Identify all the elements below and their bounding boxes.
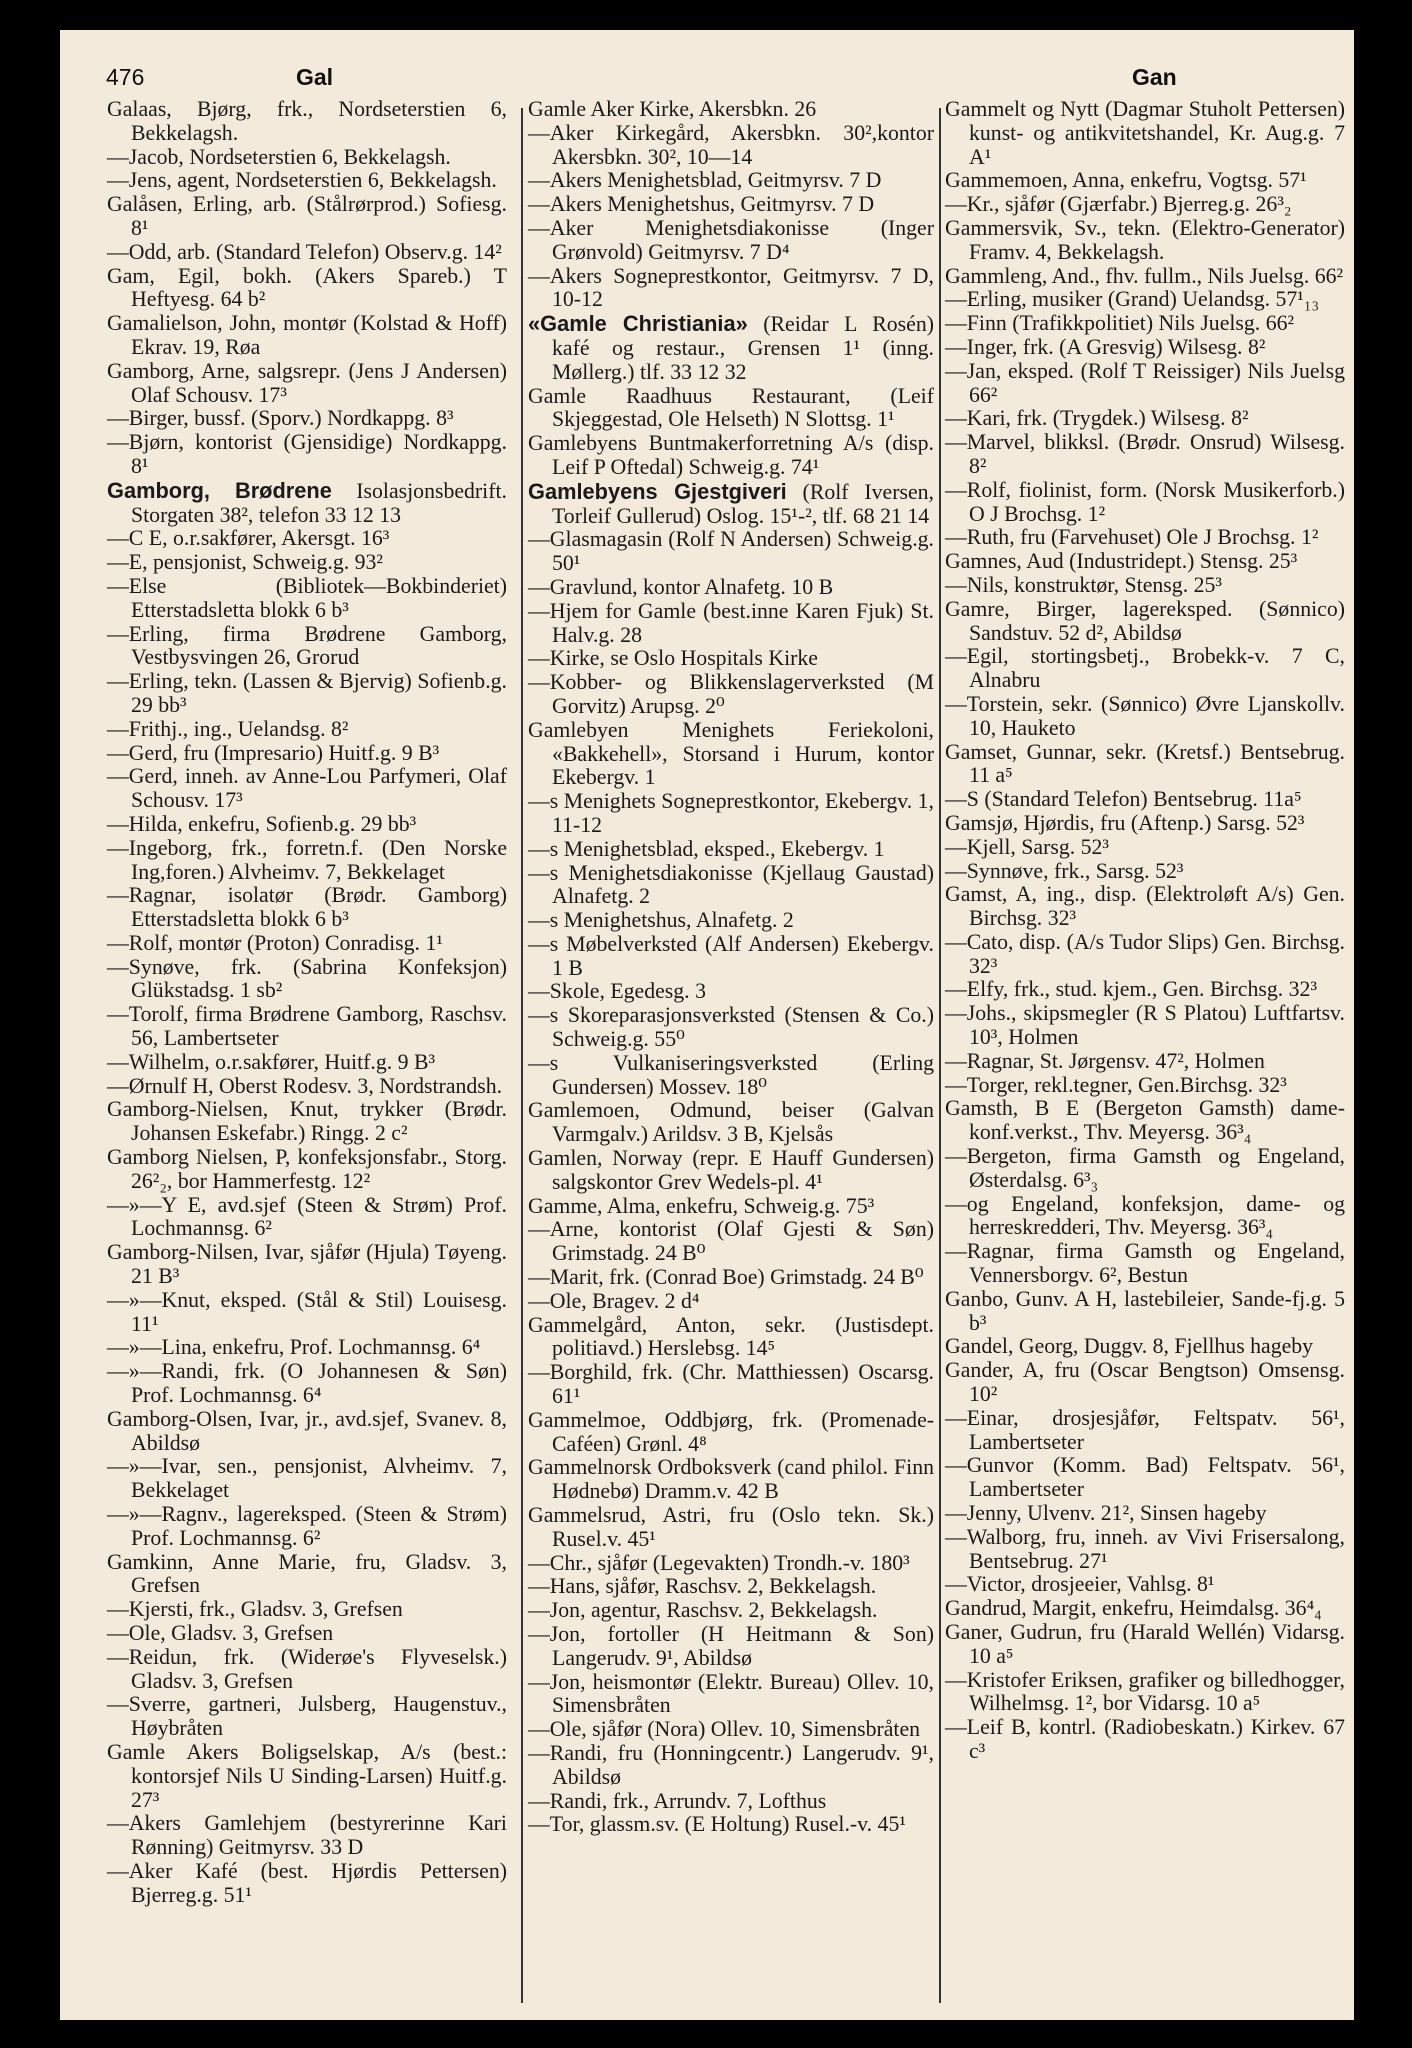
- directory-entry: [528, 1266, 934, 1290]
- directory-entry: [528, 528, 934, 576]
- entry-text: Ganer, Gudrun, fru (Harald Wellén) Vidarsg. 10 a⁵: [945, 1620, 1345, 1668]
- entry-text: —s Skoreparasjonsverksted (Stensen & Co.) Schweig.g. 55⁰: [528, 1003, 934, 1052]
- entry-text: —Kobber- og Blikkenslagerverksted (M Gorvitz) Arupsg. 2⁰: [528, 670, 934, 718]
- entry-text: —Gunvor (Komm. Bad) Feltspatv. 56¹, Lambertseter: [945, 1453, 1345, 1502]
- entry-text: —S (Standard Telefon) Bentsebrug. 11a⁵: [945, 787, 1302, 812]
- directory-entry: [107, 765, 507, 813]
- entry-text: —Jenny, Ulvenv. 21², Sinsen hageby: [945, 1501, 1267, 1526]
- directory-entry: [107, 1860, 507, 1908]
- directory-entry: [945, 1716, 1345, 1764]
- directory-entry: [945, 1074, 1345, 1098]
- directory-entry: [528, 193, 934, 217]
- entry-text: —Kristofer Eriksen, grafiker og billedhogger, Wilhelmsg. 1², bor Vidarsg. 10 a⁵: [945, 1667, 1345, 1716]
- directory-entry: [107, 146, 507, 170]
- page-header: [60, 30, 1354, 98]
- directory-entry: [107, 265, 507, 313]
- entry-text: —Aker Menighetsdiakonisse (Inger Grønvold) Geitmyrsv. 7 D⁴: [528, 215, 934, 264]
- entry-text: —Nils, konstruktør, Stensg. 25³: [945, 572, 1222, 597]
- entry-bold-name: Gamlebyens Gjestgiveri: [528, 478, 787, 504]
- entry-text: Gamre, Birger, lagereksped. (Sønnico) Sandstuv. 52 d², Abildsø: [945, 596, 1345, 645]
- directory-entry: [107, 1622, 507, 1646]
- directory-column-3: [945, 98, 1345, 1764]
- entry-text: —Cato, disp. (A/s Tudor Slips) Gen. Birchsg. 32³: [945, 929, 1345, 978]
- directory-entry: [528, 647, 934, 671]
- directory-entry: [528, 909, 934, 933]
- entry-text: —Jens, agent, Nordseterstien 6, Bekkelagsh.: [107, 168, 497, 193]
- directory-entry: [107, 551, 507, 575]
- entry-text: —s Menighets Sogneprestkontor, Ekebergv. 1, 11-12: [528, 789, 934, 837]
- entry-text: —Bjørn, kontorist (Gjensidige) Nordkappg. 8¹: [107, 430, 507, 478]
- directory-entry: [528, 265, 934, 313]
- entry-text: —»—Knut, eksped. (Stål & Stil) Louisesg. 11¹: [107, 1287, 507, 1336]
- directory-entry: [945, 1454, 1345, 1502]
- entry-text: —Torolf, firma Brødrene Gamborg, Raschsv. 56, Lambertseter: [107, 1002, 507, 1051]
- directory-entry: [945, 693, 1345, 741]
- entry-text: —Rolf, fiolinist, form. (Norsk Musikerforb.) O J Brochsg. 1²: [945, 477, 1345, 526]
- directory-entry: [107, 623, 507, 671]
- directory-entry: [945, 217, 1345, 265]
- column-divider: [939, 108, 941, 2003]
- column-divider: [521, 108, 523, 2003]
- directory-entry: [528, 1575, 934, 1599]
- directory-entry: [528, 980, 934, 1004]
- entry-text: Gamme, Alma, enkefru, Schweig.g. 75³: [528, 1193, 875, 1218]
- directory-entry: [528, 169, 934, 193]
- entry-text: Gamsjø, Hjørdis, fru (Aftenp.) Sarsg. 52³: [945, 810, 1305, 835]
- entry-text: —Ragnar, firma Gamsth og Engeland, Vennersborgv. 6², Bestun: [945, 1239, 1345, 1288]
- entry-text: —Akers Menighetsblad, Geitmyrsv. 7 D: [528, 168, 882, 193]
- entry-text: Galaas, Bjørg, frk., Nordseterstien 6, Bekkelagsh.: [107, 97, 507, 145]
- directory-entry: [528, 1742, 934, 1790]
- directory-entry: [107, 1098, 507, 1146]
- entry-text: —Leif B, kontrl. (Radiobeskatn.) Kirkev. 67 c³: [945, 1715, 1345, 1763]
- entry-text: Gamborg-Olsen, Ivar, jr., avd.sjef, Svanev. 8, Abildsø: [107, 1406, 507, 1455]
- entry-text: —Else (Bibliotek—Bokbinderiet) Etterstadsletta blokk 6 b³: [107, 573, 507, 622]
- directory-entry: [107, 742, 507, 766]
- directory-entry: [945, 1669, 1345, 1717]
- entry-text: —Wilhelm, o.r.sakfører, Huitf.g. 9 B³: [107, 1049, 436, 1074]
- entry-text: Gammelsrud, Astri, fru (Oslo tekn. Sk.) Rusel.v. 45¹: [528, 1503, 934, 1551]
- entry-text: —E, pensjonist, Schweig.g. 93²: [107, 550, 383, 575]
- entry-text: Gandel, Georg, Duggv. 8, Fjellhus hageby: [945, 1334, 1314, 1359]
- entry-text: —Kjersti, frk., Gladsv. 3, Grefsen: [107, 1597, 403, 1622]
- entry-text: —Ørnulf H, Oberst Rodesv. 3, Nordstrandsh.: [107, 1073, 503, 1098]
- directory-entry: [528, 1599, 934, 1623]
- directory-entry: [107, 527, 507, 551]
- directory-entry: [528, 480, 934, 529]
- directory-entry: [945, 431, 1345, 479]
- directory-entry: [945, 978, 1345, 1002]
- directory-entry: [528, 1099, 934, 1147]
- directory-entry: [107, 1289, 507, 1337]
- entry-text: —s Menighetshus, Alnafetg. 2: [528, 908, 794, 933]
- entry-bold-name: «Gamle Christiania»: [528, 311, 748, 337]
- directory-entry: [945, 598, 1345, 646]
- entry-text: —Synøve, frk. (Sabrina Konfeksjon) Glükstadsg. 1 sb²: [107, 954, 507, 1003]
- directory-entry: [107, 575, 507, 623]
- directory-entry: [107, 884, 507, 932]
- directory-entry: [528, 1552, 934, 1576]
- entry-text: —s Vulkaniseringsverksted (Erling Gundersen) Mossev. 18⁰: [528, 1050, 934, 1099]
- entry-text: —»—Y E, avd.sjef (Steen & Strøm) Prof. Lochmannsg. 6²: [107, 1192, 507, 1241]
- entry-text: Gamborg-Nielsen, Knut, trykker (Brødr. Johansen Eskefabr.) Ringg. 2 c²: [107, 1097, 507, 1146]
- entry-text: Gamkinn, Anne Marie, fru, Gladsv. 3, Grefsen: [107, 1549, 507, 1598]
- directory-entry: [945, 1573, 1345, 1597]
- directory-entry: [107, 670, 507, 718]
- directory-entry: [945, 1597, 1345, 1621]
- entry-text: —Johs., skipsmegler (R S Platou) Luftfartsv. 10³, Holmen: [945, 1001, 1345, 1050]
- directory-entry: [107, 837, 507, 885]
- directory-entry: [945, 360, 1345, 408]
- directory-entry: [107, 1194, 507, 1242]
- directory-entry: [945, 574, 1345, 598]
- directory-entry: [945, 336, 1345, 360]
- directory-entry: [528, 98, 934, 122]
- directory-entry: [528, 122, 934, 170]
- entry-text: —Victor, drosjeeier, Vahlsg. 8¹: [945, 1572, 1215, 1597]
- entry-text: —Odd, arb. (Standard Telefon) Observ.g. 14²: [107, 239, 502, 264]
- entry-text: —»—Ragnv., lagereksped. (Steen & Strøm) Prof. Lochmannsg. 6²: [107, 1502, 507, 1550]
- directory-entry: [945, 1621, 1345, 1669]
- entry-text: —Jan, eksped. (Rolf T Reissiger) Nils Juelsg 66²: [945, 358, 1345, 407]
- directory-entry: [107, 98, 507, 146]
- directory-entry: [528, 432, 934, 480]
- directory-entry: [528, 1195, 934, 1219]
- entry-text: —s Menighetsdiakonisse (Kjellaug Gaustad) Alnafetg. 2: [528, 860, 934, 909]
- entry-text: —Torstein, sekr. (Sønnico) Øvre Ljanskollv. 10, Hauketo: [945, 691, 1345, 740]
- entry-text: Gamlebyens Buntmakerforretning A/s (disp. Leif P Oftedal) Schweig.g. 74¹: [528, 431, 934, 479]
- entry-text: Gammemoen, Anna, enkefru, Vogtsg. 57¹: [945, 168, 1307, 193]
- entry-text: Gammelnorsk Ordboksverk (cand philol. Finn Hødnebø) Dramm.v. 42 B: [528, 1455, 934, 1504]
- directory-entry: [107, 1693, 507, 1741]
- directory-entry: [107, 1455, 507, 1503]
- directory-entry: [107, 1360, 507, 1408]
- entry-text: Gammersvik, Sv., tekn. (Elektro-Generator) Framv. 4, Bekkelagsh.: [945, 215, 1345, 264]
- entry-text: —»—Lina, enkefru, Prof. Lochmannsg. 6⁴: [107, 1335, 481, 1360]
- directory-entry: [945, 645, 1345, 693]
- directory-entry: [107, 1551, 507, 1599]
- directory-entry: [528, 862, 934, 910]
- entry-text: —Bergeton, firma Gamsth og Engeland, Østerdalsg. 6³₃: [945, 1144, 1345, 1192]
- directory-entry: [107, 1408, 507, 1456]
- entry-text: —C E, o.r.sakfører, Akersgt. 16³: [107, 526, 390, 551]
- entry-text: —»—Randi, frk. (O Johannesen & Søn) Prof. Lochmannsg. 6⁴: [107, 1359, 507, 1408]
- entry-text: —Kjell, Sarsg. 52³: [945, 834, 1109, 859]
- entry-text: Gamlen, Norway (repr. E Hauff Gundersen) salgskontor Grev Wedels-pl. 4¹: [528, 1146, 934, 1194]
- directory-entry: [528, 1623, 934, 1671]
- entry-text: —Borghild, frk. (Chr. Matthiessen) Oscarsg. 61¹: [528, 1360, 934, 1409]
- entry-text: —Arne, kontorist (Olaf Gjesti & Søn) Grimstadg. 24 B⁰: [528, 1217, 934, 1266]
- entry-text: Gamle Aker Kirke, Akersbkn. 26: [528, 97, 817, 121]
- directory-entry: [528, 600, 934, 648]
- entry-text: —Kr., sjåfør (Gjærfabr.) Bjerreg.g. 26³₂: [945, 192, 1292, 217]
- entry-text: —Skole, Egedesg. 3: [528, 979, 706, 1004]
- entry-text: —Akers Menighetshus, Geitmyrsv. 7 D: [528, 192, 875, 217]
- directory-entry: [107, 956, 507, 1004]
- directory-entry: [945, 1359, 1345, 1407]
- entry-text: —s Menighetsblad, eksped., Ekebergv. 1: [528, 836, 885, 861]
- directory-entry: [945, 788, 1345, 812]
- directory-entry: [528, 1504, 934, 1552]
- directory-entry: [945, 193, 1345, 217]
- directory-entry: [528, 1290, 934, 1314]
- entry-text: Gamborg, Arne, salgsrepr. (Jens J Andersen) Olaf Schousv. 17³: [107, 358, 507, 407]
- entry-text: —Torger, rekl.tegner, Gen.Birchsg. 32³: [945, 1072, 1287, 1097]
- directory-entry: [528, 217, 934, 265]
- directory-entry: [945, 1502, 1345, 1526]
- entry-text: —Elfy, frk., stud. kjem., Gen. Birchsg. 32³: [945, 977, 1317, 1002]
- entry-text: —Ole, Gladsv. 3, Grefsen: [107, 1621, 334, 1645]
- directory-entry: [528, 1409, 934, 1457]
- entry-text: (Reidar L Rosén) kafé og restaur., Grensen 1¹ (inng. Møllerg.) tlf. 33 12 32: [552, 312, 934, 384]
- directory-entry: [945, 1050, 1345, 1074]
- directory-entry: [107, 479, 507, 528]
- directory-entry: [945, 931, 1345, 979]
- entry-text: —Jon, agentur, Raschsv. 2, Bekkelagsh.: [528, 1598, 878, 1623]
- entry-text: —Reidun, frk. (Widerøe's Flyveselsk.) Gladsv. 3, Grefsen: [107, 1644, 507, 1693]
- entry-text: —Jon, heismontør (Elektr. Bureau) Ollev. 10, Simensbråten: [528, 1669, 934, 1718]
- entry-text: —Hjem for Gamle (best.inne Karen Fjuk) St. Halv.g. 28: [528, 598, 934, 647]
- directory-entry: [107, 1003, 507, 1051]
- directory-entry: [107, 360, 507, 408]
- directory-entry: [528, 1218, 934, 1266]
- entry-text: Gamlemoen, Odmund, beiser (Galvan Varmgalv.) Arildsv. 3 B, Kjelsås: [528, 1098, 934, 1147]
- directory-entry: [107, 1075, 507, 1099]
- entry-text: —Randi, frk., Arrundv. 7, Lofthus: [528, 1788, 827, 1813]
- entry-text: —Aker Kirkegård, Akersbkn. 30²,kontor Akersbkn. 30², 10—14: [528, 120, 934, 169]
- directory-entry: [528, 790, 934, 838]
- directory-entry: [945, 1002, 1345, 1050]
- directory-column-2: [528, 98, 934, 1837]
- entry-text: Gammelgård, Anton, sekr. (Justisdept. politiavd.) Herslebsg. 14⁵: [528, 1312, 934, 1361]
- directory-entry: [528, 1456, 934, 1504]
- entry-text: Gamnes, Aud (Industridept.) Stensg. 25³: [945, 549, 1298, 574]
- entry-text: —Synnøve, frk., Sarsg. 52³: [945, 858, 1184, 883]
- directory-entry: [528, 1718, 934, 1742]
- directory-entry: [945, 812, 1345, 836]
- directory-entry: [107, 1336, 507, 1360]
- entry-text: Gamborg Nielsen, P, konfeksjonsfabr., Storg. 26²₂, bor Hammerfestg. 12²: [107, 1145, 507, 1193]
- directory-entry: [945, 1145, 1345, 1193]
- directory-entry: [945, 479, 1345, 527]
- right-guide-word: Gan: [1132, 64, 1177, 90]
- directory-entry: [528, 671, 934, 719]
- directory-entry: [945, 1335, 1345, 1359]
- directory-entry: [945, 1240, 1345, 1288]
- entry-text: —Glasmagasin (Rolf N Andersen) Schweig.g. 50¹: [528, 527, 934, 576]
- entry-text: —Einar, drosjesjåfør, Feltspatv. 56¹, Lambertseter: [945, 1405, 1345, 1454]
- directory-entry: [528, 1004, 934, 1052]
- entry-text: —Frithj., ing., Uelandsg. 8²: [107, 716, 349, 741]
- directory-entry: [945, 526, 1345, 550]
- directory-entry: [528, 1052, 934, 1100]
- entry-text: —Chr., sjåfør (Legevakten) Trondh.-v. 180³: [528, 1550, 910, 1575]
- directory-entry: [528, 312, 934, 384]
- directory-entry: [945, 312, 1345, 336]
- entry-text: —Gravlund, kontor Alnafetg. 10 B: [528, 574, 834, 599]
- entry-text: —Marit, frk. (Conrad Boe) Grimstadg. 24 B⁰: [528, 1265, 924, 1290]
- directory-entry: [107, 312, 507, 360]
- directory-entry: [107, 1812, 507, 1860]
- entry-text: —Aker Kafé (best. Hjørdis Pettersen) Bjerreg.g. 51¹: [107, 1858, 507, 1907]
- directory-entry: [107, 1741, 507, 1812]
- directory-entry: [528, 719, 934, 790]
- entry-text: —Kirke, se Oslo Hospitals Kirke: [528, 646, 818, 671]
- entry-text: —Ole, sjåfør (Nora) Ollev. 10, Simensbråten: [528, 1717, 921, 1742]
- entry-text: —Akers Sogneprestkontor, Geitmyrsv. 7 D, 10-12: [528, 263, 934, 312]
- directory-entry: [528, 576, 934, 600]
- entry-text: —Rolf, montør (Proton) Conradisg. 1¹: [107, 930, 443, 955]
- entry-text: Gander, A, fru (Oscar Bengtson) Omsensg. 10²: [945, 1358, 1345, 1407]
- directory-entry: [107, 813, 507, 837]
- entry-text: —Ragnar, St. Jørgensv. 47², Holmen: [945, 1048, 1265, 1073]
- directory-entry: [945, 860, 1345, 884]
- entry-text: Gamborg-Nilsen, Ivar, sjåfør (Hjula) Tøyeng. 21 B³: [107, 1240, 507, 1289]
- directory-entry: [107, 1241, 507, 1289]
- entry-text: —Jacob, Nordseterstien 6, Bekkelagsh.: [107, 144, 451, 169]
- entry-text: —Finn (Trafikkpolitiet) Nils Juelsg. 66²: [945, 311, 1295, 336]
- entry-text: —Walborg, fru, inneh. av Vivi Frisersalong, Bentsebrug. 27¹: [945, 1524, 1345, 1573]
- directory-entry: [107, 1598, 507, 1622]
- directory-entry: [528, 1147, 934, 1195]
- directory-entry: [107, 1051, 507, 1075]
- entry-text: —Jon, fortoller (H Heitmann & Son) Langerudv. 9¹, Abildsø: [528, 1622, 934, 1670]
- directory-entry: [107, 1646, 507, 1694]
- entry-text: —Kari, frk. (Trygdek.) Wilsesg. 8²: [945, 406, 1249, 431]
- entry-text: —Erling, tekn. (Lassen & Bjervig) Sofienb.g. 29 bb³: [107, 669, 507, 717]
- entry-text: —Akers Gamlehjem (bestyrerinne Kari Rønning) Geitmyrsv. 33 D: [107, 1811, 507, 1860]
- directory-entry: [945, 265, 1345, 289]
- directory-entry: [528, 933, 934, 981]
- directory-entry: [945, 169, 1345, 193]
- entry-text: Gamst, A, ing., disp. (Elektroløft A/s) Gen. Birchsg. 32³: [945, 882, 1345, 931]
- entry-text: Gandrud, Margit, enkefru, Heimdalsg. 36⁴₄: [945, 1596, 1322, 1621]
- entry-text: —Randi, fru (Honningcentr.) Langerudv. 9¹, Abildsø: [528, 1740, 934, 1789]
- entry-text: —Inger, frk. (A Gresvig) Wilsesg. 8²: [945, 334, 1266, 359]
- directory-entry: [107, 718, 507, 742]
- directory-entry: [945, 98, 1345, 169]
- left-guide-word: Gal: [296, 64, 334, 90]
- entry-text: —Ruth, fru (Farvehuset) Ole J Brochsg. 1²: [945, 525, 1319, 550]
- entry-text: Gamlebyen Menighets Feriekoloni, «Bakkehell», Storsand i Hurum, kontor Ekebergv. 1: [528, 717, 934, 790]
- entry-text: —Hans, sjåfør, Raschsv. 2, Bekkelagsh.: [528, 1574, 877, 1599]
- directory-entry: [107, 932, 507, 956]
- entry-text: —Gerd, inneh. av Anne-Lou Parfymeri, Olaf Schousv. 17³: [107, 764, 507, 813]
- directory-entry: [528, 838, 934, 862]
- entry-text: —s Møbelverksted (Alf Andersen) Ekebergv. 1 B: [528, 931, 934, 980]
- entry-bold-name: Gamborg, Brødrene: [107, 477, 332, 503]
- directory-entry: [945, 741, 1345, 789]
- directory-entry: [945, 1407, 1345, 1455]
- entry-text: Gam, Egil, bokh. (Akers Spareb.) T Heftyesg. 64 b²: [107, 263, 507, 312]
- entry-text: Galåsen, Erling, arb. (Stålrørprod.) Sofiesg. 8¹: [107, 192, 507, 240]
- entry-text: Gammelmoe, Oddbjørg, frk. (Promenade-Caféen) Grønl. 4⁸: [528, 1407, 934, 1456]
- directory-entry: [945, 1193, 1345, 1241]
- directory-entry: [107, 241, 507, 265]
- entry-text: —»—Ivar, sen., pensjonist, Alvheimv. 7, Bekkelaget: [107, 1454, 507, 1503]
- directory-entry: [107, 407, 507, 431]
- directory-entry: [528, 1813, 934, 1837]
- directory-entry: [945, 1288, 1345, 1336]
- entry-text: —og Engeland, konfeksjon, dame- og herreskredderi, Thv. Meyersg. 36³₄: [945, 1191, 1345, 1240]
- entry-text: —Egil, stortingsbetj., Brobekk-v. 7 C, Alnabru: [945, 644, 1345, 693]
- directory-entry: [107, 193, 507, 241]
- directory-entry: [945, 407, 1345, 431]
- entry-text: —Marvel, blikksl. (Brødr. Onsrud) Wilsesg. 8²: [945, 430, 1345, 478]
- entry-text: —Ingeborg, frk., forretn.f. (Den Norske Ing,foren.) Alvheimv. 7, Bekkelaget: [107, 835, 507, 884]
- entry-text: Gammelt og Nytt (Dagmar Stuholt Pettersen) kunst- og antikvitetshandel, Kr. Aug.g. 7 A¹: [945, 97, 1345, 169]
- entry-text: Isolasjonsbedrift. Storgaten 38², telefon 33 12 13: [131, 478, 508, 527]
- entry-text: —Erling, firma Brødrene Gamborg, Vestbysvingen 26, Grorud: [107, 621, 507, 670]
- entry-text: Gamset, Gunnar, sekr. (Kretsf.) Bentsebrug. 11 a⁵: [945, 739, 1345, 788]
- directory-entry: [528, 1314, 934, 1362]
- entry-text: —Gerd, fru (Impresario) Huitf.g. 9 B³: [107, 740, 440, 765]
- entry-text: Ganbo, Gunv. A H, lastebileier, Sande-fj.g. 5 b³: [945, 1286, 1345, 1335]
- directory-entry: [945, 1526, 1345, 1574]
- entry-text: Gammleng, And., fhv. fullm., Nils Juelsg. 66²: [945, 263, 1344, 288]
- directory-column-1: [107, 98, 507, 1908]
- entry-text: —Tor, glassm.sv. (E Holtung) Rusel.-v. 45¹: [528, 1812, 906, 1837]
- directory-entry: [107, 1503, 507, 1551]
- entry-text: —Erling, musiker (Grand) Uelandsg. 57¹₁₃: [945, 287, 1320, 312]
- entry-text: —Ole, Bragev. 2 d⁴: [528, 1288, 700, 1313]
- entry-text: Gamalielson, John, montør (Kolstad & Hoff) Ekrav. 19, Røa: [107, 311, 507, 359]
- directory-entry: [945, 288, 1345, 312]
- directory-entry: [107, 431, 507, 479]
- directory-entry: [945, 1097, 1345, 1145]
- entry-text: —Hilda, enkefru, Sofienb.g. 29 bb³: [107, 811, 417, 836]
- page-number: 476: [106, 64, 145, 90]
- directory-entry: [528, 1361, 934, 1409]
- entry-text: Gamle Akers Boligselskap, A/s (best.: kontorsjef Nils U Sinding-Larsen) Huitf.g. 27³: [107, 1739, 507, 1812]
- directory-entry: [945, 836, 1345, 860]
- entry-text: —Ragnar, isolatør (Brødr. Gamborg) Etterstadsletta blokk 6 b³: [107, 883, 507, 932]
- directory-entry: [945, 550, 1345, 574]
- entry-text: (Rolf Iversen, Torleif Gullerud) Oslog. 15¹-², tlf. 68 21 14: [552, 479, 934, 528]
- directory-entry: [528, 1671, 934, 1719]
- entry-text: —Sverre, gartneri, Julsberg, Haugenstuv., Høybråten: [107, 1692, 507, 1741]
- directory-entry: [528, 1790, 934, 1814]
- directory-entry: [945, 883, 1345, 931]
- directory-entry: [107, 169, 507, 193]
- entry-text: Gamsth, B E (Bergeton Gamsth) dame-konf.verkst., Thv. Meyersg. 36³₄: [945, 1096, 1345, 1145]
- entry-text: —Birger, bussf. (Sporv.) Nordkappg. 8³: [107, 406, 454, 431]
- directory-entry: [107, 1146, 507, 1194]
- directory-page: [60, 30, 1354, 2020]
- directory-entry: [528, 385, 934, 433]
- entry-text: Gamle Raadhuus Restaurant, (Leif Skjeggestad, Ole Helseth) N Slottsg. 1¹: [528, 383, 934, 432]
